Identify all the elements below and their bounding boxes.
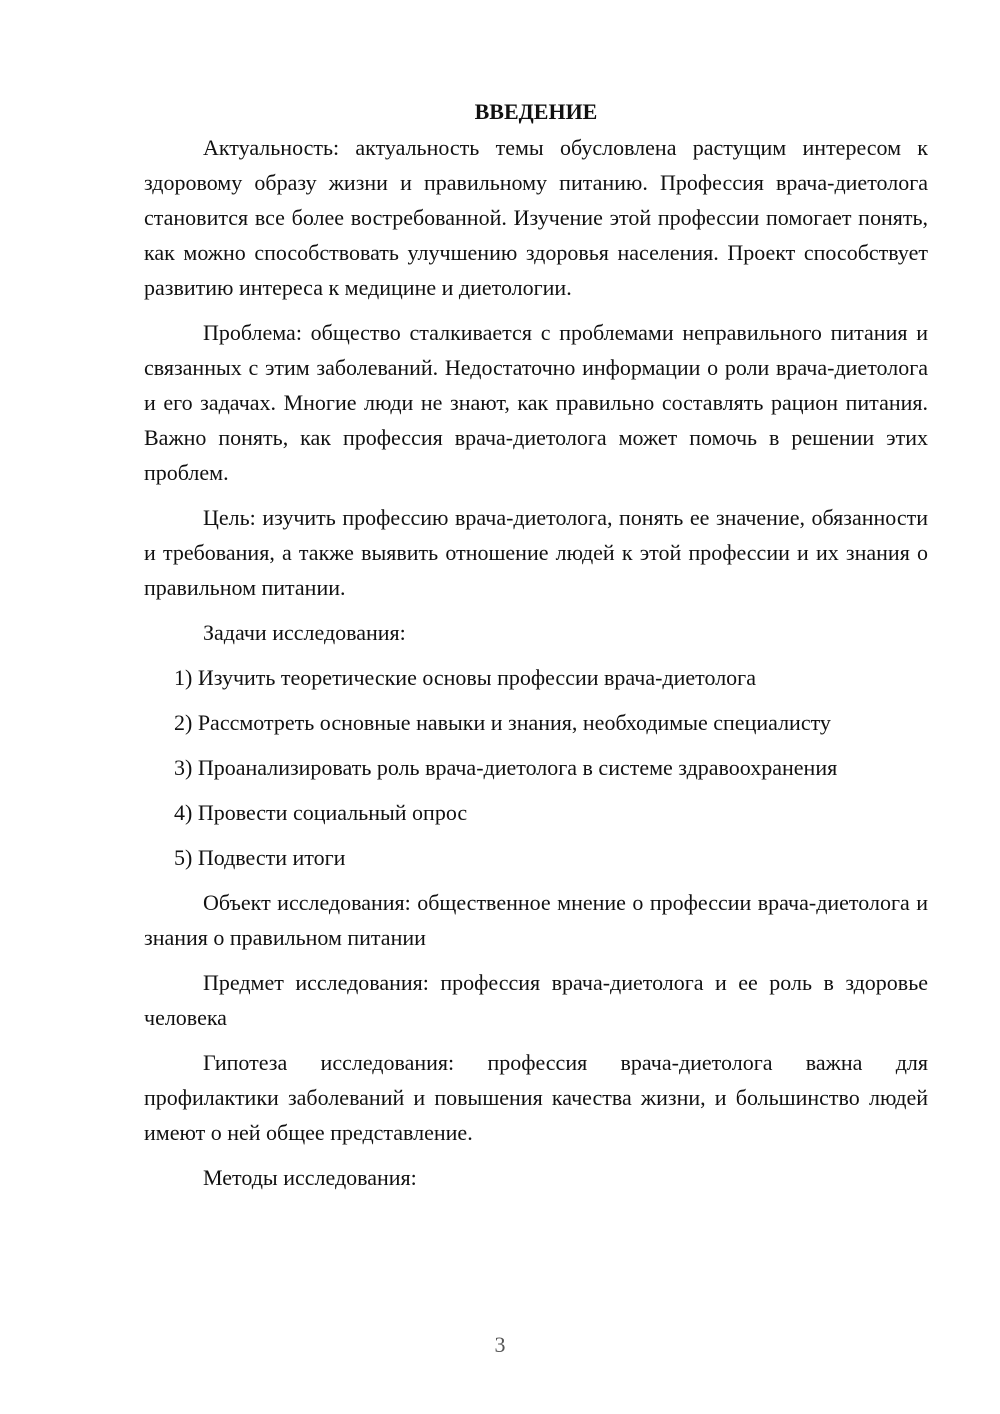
list-item: 2) Рассмотреть основные навыки и знания, необходимые специалисту xyxy=(174,710,831,735)
page-content xyxy=(144,94,928,1205)
paragraph-problem: Проблема: общество сталкивается с проблемами неправильного питания и связанных с этим заболеваний. Недостаточно информации о роли врача-диетолога и его задачах. Многие люди не знают, как правильно составлять рацион питания. Важно понять, как профессия врача-диетолога может помочь в решении этих проблем. xyxy=(144,320,928,485)
list-item: 4) Провести социальный опрос xyxy=(174,800,468,825)
paragraph-relevance: Актуальность: актуальность темы обусловлена растущим интересом к здоровому образу жизни и правильному питанию. Профессия врача-диетолога становится все более востребованной. Изучение этой профессии помогает понять, как можно способствовать улучшению здоровья населения. Проект способствует развитию интереса к медицине и диетологии. xyxy=(144,135,928,300)
section-title: ВВЕДЕНИЕ xyxy=(474,99,598,124)
list-item: 3) Проанализировать роль врача-диетолога в системе здравоохранения xyxy=(174,755,838,780)
list-item: 1) Изучить теоретические основы профессии врача-диетолога xyxy=(174,665,756,690)
paragraph-goal: Цель: изучить профессию врача-диетолога, понять ее значение, обязанности и требования, а также выявить отношение людей к этой профессии и их знания о правильном питании. xyxy=(144,505,928,600)
paragraph-hypothesis: Гипотеза исследования: профессия врача-диетолога важна для профилактики заболеваний и повышения качества жизни, и большинство людей имеют о ней общее представление. xyxy=(144,1050,928,1145)
paragraph-object: Объект исследования: общественное мнение о профессии врача-диетолога и знания о правильном питании xyxy=(144,890,928,950)
list-item: 5) Подвести итоги xyxy=(174,845,346,870)
paragraph-methods: Методы исследования: xyxy=(203,1165,417,1190)
paragraph-subject: Предмет исследования: профессия врача-диетолога и ее роль в здоровье человека xyxy=(144,970,928,1030)
paragraph-tasks-heading: Задачи исследования: xyxy=(203,620,406,645)
page-number: 3 xyxy=(494,1332,506,1357)
